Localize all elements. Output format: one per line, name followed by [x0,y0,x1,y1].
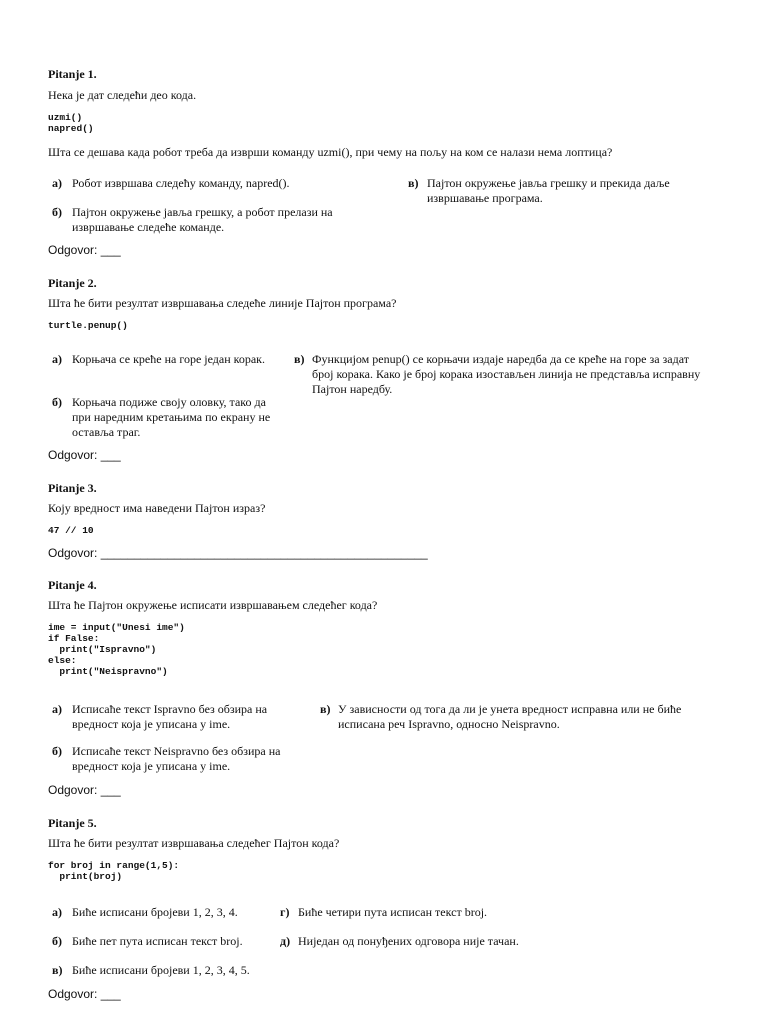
question-5-option-d[interactable] [280,934,560,950]
question-1-intro: Нека је дат следећи део кода. [48,88,197,102]
question-2-answer[interactable]: Odgovor: ___ [48,448,121,462]
question-1-option-v[interactable] [408,176,708,208]
question-4-option-a[interactable] [52,702,302,734]
question-2-code: turtle.penup() [48,320,128,331]
option-label: а) [52,352,62,366]
question-4-title: Pitanje 4. [48,578,97,592]
question-1-option-a[interactable] [52,176,382,192]
option-text: Биће исписани бројеви 1, 2, 3, 4, 5. [72,963,250,977]
question-2-option-a[interactable] [52,352,282,384]
question-2-option-b[interactable] [52,395,282,443]
question-4-text: Шта ће Пајтон окружење исписати извршавањем следећег кода? [48,598,378,612]
option-label: б) [52,744,62,758]
option-label: а) [52,176,62,190]
option-text: Ниједан од понуђених одговора није тачан. [298,934,519,948]
option-label: в) [320,702,331,716]
option-label: д) [280,934,291,948]
option-text: У зависности од тога да ли је унета вредност исправна или не биће исписана реч Ispravno, односно Neispravno. [338,702,682,731]
option-label: б) [52,934,62,948]
option-label: б) [52,205,62,219]
question-4-answer[interactable]: Odgovor: ___ [48,783,121,797]
question-3-answer[interactable]: Odgovor: _________________________________________________ [48,546,428,560]
question-1-text: Шта се дешава када робот треба да изврши команду uzmi(), при чему на пољу на ком се налази нема лоптица? [48,145,613,159]
option-text: Пајтон окружење јавља грешку, а робот прелази на извршавање следеће команде. [72,205,333,234]
question-2-title: Pitanje 2. [48,276,97,290]
question-5-option-a[interactable] [52,905,272,921]
question-5-title: Pitanje 5. [48,816,97,830]
option-label: в) [294,352,305,366]
question-1-code: uzmi() napred() [48,112,94,134]
option-text: Биће исписани бројеви 1, 2, 3, 4. [72,905,238,919]
option-label: в) [408,176,419,190]
option-label: б) [52,395,62,409]
question-1-answer[interactable]: Odgovor: ___ [48,243,121,257]
question-4-option-b[interactable] [52,744,302,776]
question-5-text: Шта ће бити резултат извршавања следећег Пајтон кода? [48,836,340,850]
option-text: Биће пет пута исписан текст broj. [72,934,243,948]
option-text: Корњача се креће на горе један корак. [72,352,266,366]
question-2-option-v[interactable] [294,352,704,400]
question-3-code: 47 // 10 [48,525,94,536]
question-5-option-v[interactable] [52,963,282,979]
option-text: Исписаће текст Neispravno без обзира на вредност која је уписана у ime. [72,744,281,773]
option-label: г) [280,905,290,919]
question-3-title: Pitanje 3. [48,481,97,495]
option-text: Функцијом penup() се корњачи издаје наредба да се креће на горе за задат број корака. Како је број корака изостављен линија не представља исправну Пајтон наредбу. [312,352,701,396]
question-4-code: ime = input("Unesi ime") if False: print("Ispravno") else: print("Neispravno") [48,622,185,677]
question-5-answer[interactable]: Odgovor: ___ [48,987,121,1001]
option-text: Корњача подиже своју оловку, тако да при наредним кретањима по екрану не оставља траг. [72,395,271,439]
question-5-option-g[interactable] [280,905,520,921]
option-label: в) [52,963,63,977]
question-1-title: Pitanje 1. [48,67,97,81]
option-text: Робот извршава следећу команду, napred(). [72,176,290,190]
question-3-text: Коју вредност има наведени Пајтон израз? [48,501,266,515]
question-4-option-v[interactable] [320,702,700,734]
option-text: Пајтон окружење јавља грешку и прекида даље извршавање програма. [427,176,670,205]
question-2-text: Шта ће бити резултат извршавања следеће линије Пајтон програма? [48,296,397,310]
option-text: Биће четири пута исписан текст broj. [298,905,488,919]
option-text: Исписаће текст Ispravno без обзира на вредност која је уписана у ime. [72,702,268,731]
question-1-option-b[interactable] [52,205,382,237]
option-label: а) [52,905,62,919]
question-5-code: for broj in range(1,5): print(broj) [48,860,180,882]
question-5-option-b[interactable] [52,934,272,950]
option-label: а) [52,702,62,716]
